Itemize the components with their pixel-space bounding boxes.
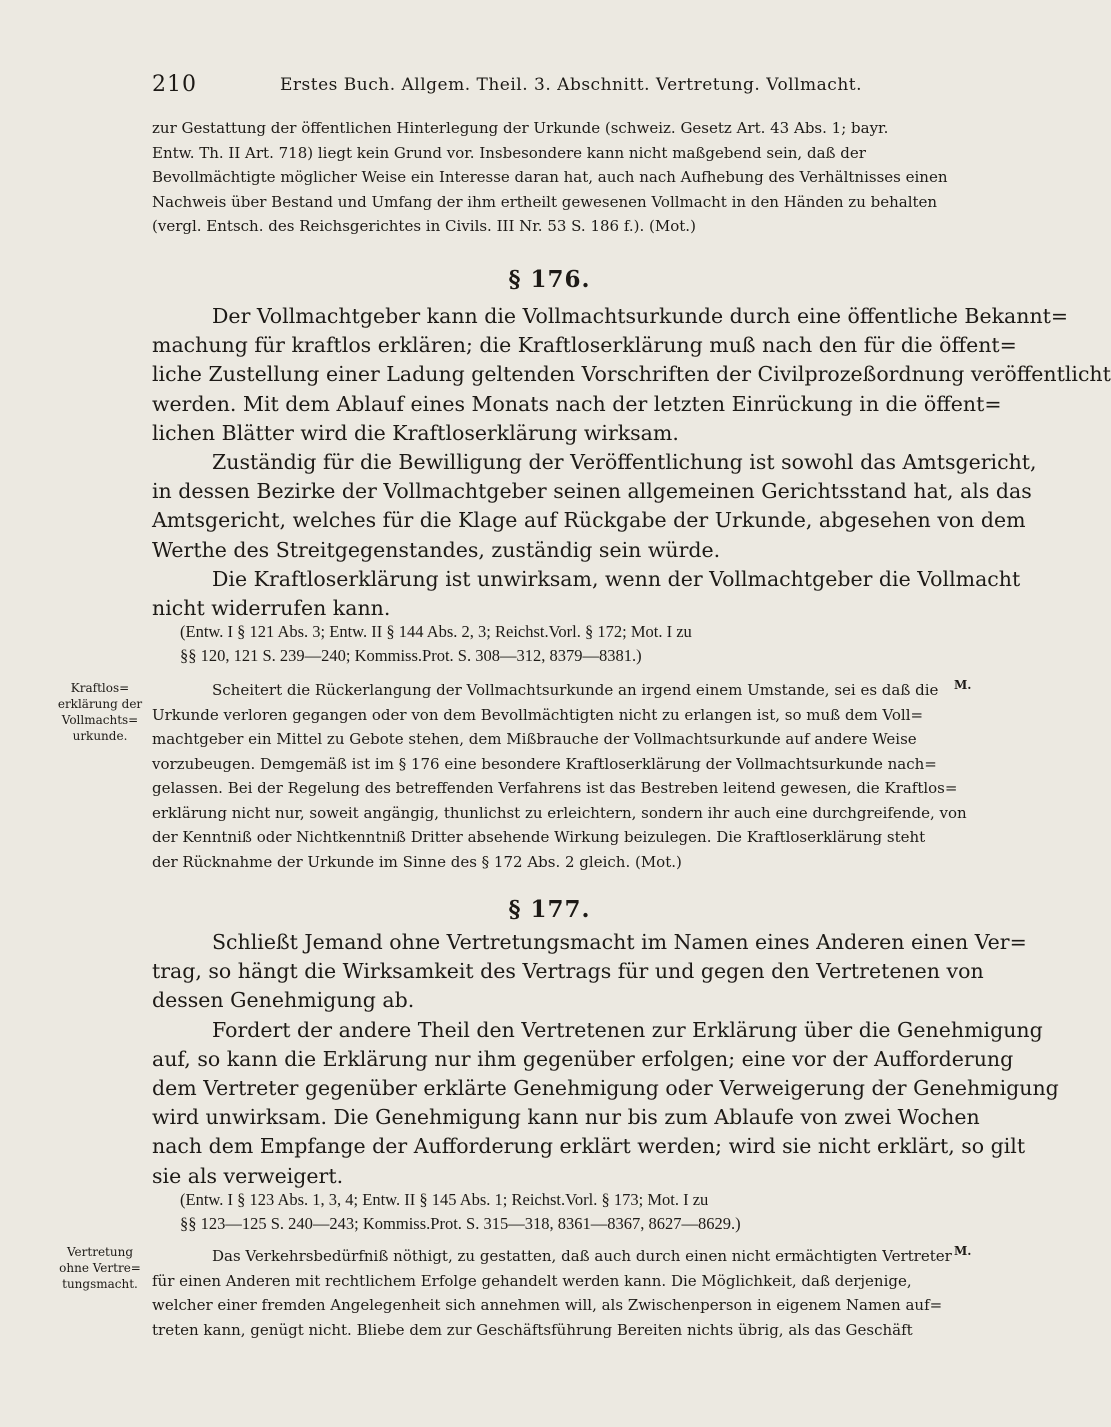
running-head: Erstes Buch. Allgem. Theil. 3. Abschnitt. Vertretung. Vollmacht.: [280, 75, 863, 95]
text-line: wird unwirksam. Die Genehmigung kann nur bis zum Ablaufe von zwei Wochen: [152, 1105, 980, 1130]
text-line: machung für kraftlos erklären; die Kraftloserklärung muß nach den für die öffent=: [152, 333, 1017, 358]
text-line: nach dem Empfange der Aufforderung erklärt werden; wird sie nicht erklärt, so gilt: [152, 1134, 1026, 1159]
section-176-citation: [152, 620, 947, 668]
margin-note-line: urkunde.: [72, 729, 128, 743]
text-line: nicht widerrufen kann.: [152, 596, 391, 621]
text-line: Bevollmächtigte möglicher Weise ein Interesse daran hat, auch nach Aufhebung des Verhältnisses einen: [152, 168, 948, 186]
text-line: Zuständig für die Bewilligung der Veröffentlichung ist sowohl das Amtsgericht,: [212, 450, 1037, 475]
text-line: der Rücknahme der Urkunde im Sinne des § 172 Abs. 2 gleich. (Mot.): [152, 852, 682, 871]
margin-note-vertretung: [52, 1244, 148, 1292]
text-line: gelassen. Bei der Regelung des betreffenden Verfahrens ist das Bestreben leitend gewesen, die Kraftlos=: [152, 779, 958, 797]
text-line: dessen Genehmigung ab.: [152, 988, 415, 1013]
text-line: in dessen Bezirke der Vollmachtgeber seinen allgemeinen Gerichtsstand hat, als das: [152, 479, 1032, 504]
text-line: machtgeber ein Mittel zu Gebote stehen, dem Mißbrauche der Vollmachtsurkunde auf andere Weise: [152, 730, 917, 748]
paragraph: [152, 302, 1111, 448]
section-177-title: § 177.: [508, 896, 591, 923]
paragraph: [152, 565, 1021, 623]
text-line: treten kann, genügt nicht. Bliebe dem zur Geschäftsführung Bereiten nichts übrig, als das Geschäft: [152, 1320, 913, 1339]
section-177-citation: [152, 1188, 947, 1236]
text-line: Die Kraftloserklärung ist unwirksam, wenn der Vollmachtgeber die Vollmacht: [212, 566, 1021, 591]
text-line: Scheitert die Rückerlangung der Vollmachtsurkunde an irgend einem Umstande, sei es daß die: [212, 681, 939, 699]
section-176-body: [152, 302, 1111, 623]
text-line: dem Vertreter gegenüber erklärte Genehmigung oder Verweigerung der Genehmigung: [152, 1076, 1059, 1101]
margin-note-line: tungsmacht.: [62, 1277, 138, 1291]
section-177-body: [152, 928, 1059, 1191]
paragraph: [152, 928, 1027, 1016]
text-line: der Kenntniß oder Nichtkenntniß Dritter absehende Wirkung beizulegen. Die Kraftloserklärung steht: [152, 828, 926, 846]
text-line: trag, so hängt die Wirksamkeit des Vertrags für und gegen den Vertretenen von: [152, 959, 984, 984]
paragraph: [152, 1016, 1059, 1191]
text-line: liche Zustellung einer Ladung geltenden Vorschriften der Civilprozeßordnung veröffentlicht: [152, 362, 1111, 387]
citation-line: §§ 120, 121 S. 239—240; Kommiss.Prot. S. 308—312, 8379—8381.): [180, 646, 642, 665]
text-line: erklärung nicht nur, soweit angängig, thunlichst zu erleichtern, sondern ihr auch eine durchgreifende, von: [152, 803, 967, 822]
margin-note-line: Vollmachts=: [61, 713, 139, 727]
text-line: welcher einer fremden Angelegenheit sich annehmen will, als Zwischenperson in eigenem Namen auf=: [152, 1296, 943, 1314]
text-line: für einen Anderen mit rechtlichem Erfolge gehandelt werden kann. Die Möglichkeit, daß derjenige,: [152, 1271, 912, 1290]
motive-marker: M.: [954, 1244, 972, 1258]
text-line: Nachweis über Bestand und Umfang der ihm ertheilt gewesenen Vollmacht in den Händen zu behalten: [152, 192, 938, 211]
text-line: Das Verkehrsbedürfniß nöthigt, zu gestatten, daß auch durch einen nicht ermächtigten Vertreter: [212, 1247, 952, 1265]
top-paragraph: [152, 116, 947, 239]
citation-line: §§ 123—125 S. 240—243; Kommiss.Prot. S. 315—318, 8361—8367, 8627—8629.): [180, 1214, 741, 1233]
text-line: sie als verweigert.: [152, 1163, 344, 1188]
text-line: Fordert der andere Theil den Vertretenen zur Erklärung über die Genehmigung: [212, 1017, 1043, 1042]
motive-marker: M.: [954, 678, 972, 692]
text-line: Werthe des Streitgegenstandes, zuständig sein würde.: [152, 537, 721, 562]
margin-note-kraftloserklaerung: [52, 680, 148, 744]
text-line: zur Gestattung der öffentlichen Hinterlegung der Urkunde (schweiz. Gesetz Art. 43 Abs. 1; bayr.: [152, 119, 889, 137]
section-176-commentary: [152, 678, 967, 874]
margin-note-line: Kraftlos=: [70, 681, 130, 695]
margin-note-line: erklärung der: [57, 697, 143, 711]
text-line: Amtsgericht, welches für die Klage auf Rückgabe der Urkunde, abgesehen von dem: [152, 508, 1026, 533]
text-line: Der Vollmachtgeber kann die Vollmachtsurkunde durch eine öffentliche Bekannt=: [212, 304, 1069, 328]
page-number: 210: [152, 72, 197, 97]
text-line: lichen Blätter wird die Kraftloserklärung wirksam.: [152, 420, 679, 445]
text-line: vorzubeugen. Demgemäß ist im § 176 eine besondere Kraftloserklärung der Vollmachtsurkunde nach=: [152, 754, 937, 773]
margin-note-line: Vertretung: [66, 1245, 134, 1259]
text-line: Schließt Jemand ohne Vertretungsmacht im Namen eines Anderen einen Ver=: [212, 930, 1027, 954]
margin-note-line: ohne Vertre=: [59, 1261, 141, 1275]
section-177-commentary: [152, 1244, 952, 1342]
section-176-title: § 176.: [508, 266, 591, 293]
citation-line: (Entw. I § 123 Abs. 1, 3, 4; Entw. II § 145 Abs. 1; Reichst.Vorl. § 173; Mot. I zu: [180, 1190, 709, 1209]
page-header: [152, 72, 952, 102]
paragraph: [152, 448, 1037, 565]
text-line: auf, so kann die Erklärung nur ihm gegenüber erfolgen; eine vor der Aufforderung: [152, 1046, 1014, 1071]
text-line: (vergl. Entsch. des Reichsgerichtes in Civils. III Nr. 53 S. 186 f.). (Mot.): [152, 217, 696, 235]
text-line: Entw. Th. II Art. 718) liegt kein Grund vor. Insbesondere kann nicht maßgebend sein, daß der: [152, 143, 866, 162]
citation-line: (Entw. I § 121 Abs. 3; Entw. II § 144 Abs. 2, 3; Reichst.Vorl. § 172; Mot. I zu: [180, 622, 692, 641]
text-line: werden. Mit dem Ablauf eines Monats nach der letzten Einrückung in die öffent=: [152, 391, 1002, 416]
text-line: Urkunde verloren gegangen oder von dem Bevollmächtigten nicht zu erlangen ist, so muß dem Voll=: [152, 705, 924, 724]
